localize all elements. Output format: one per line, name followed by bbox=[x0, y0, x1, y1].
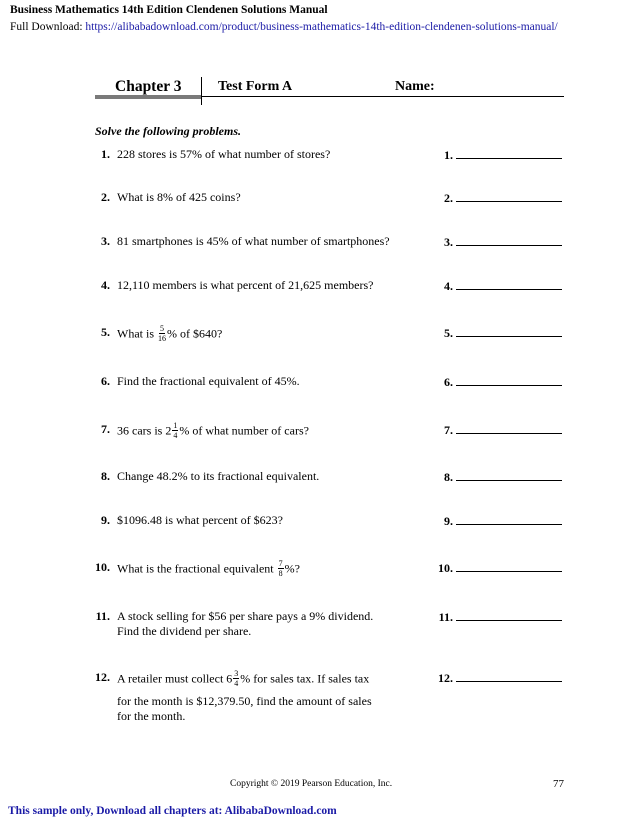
answer-blank[interactable] bbox=[420, 560, 562, 576]
chapter-underline-bar bbox=[95, 95, 202, 99]
problem-number: 9. bbox=[101, 513, 110, 527]
answer-blank[interactable] bbox=[420, 278, 562, 294]
answer-number: 1. bbox=[444, 148, 453, 162]
download-link[interactable]: https://alibabadownload.com/product/business-mathematics-14th-edition-clendenen-solutions-manual/ bbox=[85, 21, 558, 33]
download-line bbox=[10, 21, 558, 33]
problem-text: Change 48.2% to its fractional equivalent. bbox=[117, 469, 320, 483]
answer-number: 7. bbox=[444, 423, 453, 437]
problem-number: 3. bbox=[101, 234, 110, 248]
document-header-title: Business Mathematics 14th Edition Clendenen Solutions Manual bbox=[10, 4, 328, 16]
answer-number: 8. bbox=[444, 470, 453, 484]
answer-blank[interactable] bbox=[420, 234, 562, 250]
bottom-download-banner[interactable]: This sample only, Download all chapters at: AlibabaDownload.com bbox=[8, 805, 337, 817]
test-form-label: Test Form A bbox=[218, 79, 293, 94]
problem-text: Find the fractional equivalent of 45%. bbox=[117, 374, 300, 388]
problem-text: 228 stores is 57% of what number of stores? bbox=[117, 147, 331, 161]
answer-blank[interactable] bbox=[420, 147, 562, 163]
answer-blank[interactable] bbox=[420, 670, 562, 686]
problem-number: 5. bbox=[101, 325, 110, 339]
problem-text: 36 cars is 2 $\frac{1}{4}$ % of what number of cars? bbox=[117, 421, 309, 440]
problem-number: 4. bbox=[101, 278, 110, 292]
problem-number: 1. bbox=[101, 147, 110, 161]
copyright-footer: Copyright © 2019 Pearson Education, Inc. bbox=[230, 779, 393, 789]
answer-number: 3. bbox=[444, 235, 453, 249]
problem-text: 81 smartphones is 45% of what number of smartphones? bbox=[117, 234, 390, 248]
chapter-divider bbox=[201, 77, 202, 105]
answer-blank[interactable] bbox=[420, 325, 562, 341]
problem-text: What is $\frac{5}{16}$ % of $640? bbox=[117, 324, 223, 343]
problem-text: $1096.48 is what percent of $623? bbox=[117, 513, 283, 527]
problem-text: A stock selling for $56 per share pays a 9% dividend. Find the dividend per share. bbox=[117, 609, 374, 638]
fraction: $\frac{1}{4}$ bbox=[173, 421, 178, 440]
answer-blank[interactable] bbox=[420, 190, 562, 206]
chapter-label: Chapter 3 bbox=[115, 78, 182, 95]
answer-number: 5. bbox=[444, 326, 453, 340]
fraction: $\frac{7}{8}$ bbox=[278, 559, 283, 578]
answer-number: 10. bbox=[438, 561, 453, 575]
answer-number: 2. bbox=[444, 191, 453, 205]
problem-text: A retailer must collect 6 $\frac{3}{4}$ % for sales tax. If sales tax for the month is $12,379.50, find the amount of sales for the month. bbox=[117, 669, 372, 723]
problem-number: 2. bbox=[101, 190, 110, 204]
answer-blank[interactable] bbox=[420, 469, 562, 485]
problem-number: 11. bbox=[95, 609, 110, 623]
download-label: Full Download: bbox=[10, 21, 83, 33]
answer-number: 9. bbox=[444, 514, 453, 528]
answer-number: 4. bbox=[444, 279, 453, 293]
answer-blank[interactable] bbox=[420, 513, 562, 529]
problem-text: 12,110 members is what percent of 21,625 members? bbox=[117, 278, 374, 292]
fraction: $\frac{5}{16}$ bbox=[158, 324, 166, 343]
problem-text: What is 8% of 425 coins? bbox=[117, 190, 241, 204]
problem-number: 8. bbox=[101, 469, 110, 483]
page-number: 77 bbox=[553, 778, 564, 790]
answer-blank[interactable] bbox=[420, 609, 562, 625]
problem-number: 7. bbox=[101, 422, 110, 436]
answer-number: 12. bbox=[438, 671, 453, 685]
fraction: $\frac{3}{4}$ bbox=[234, 669, 239, 688]
answer-blank[interactable] bbox=[420, 374, 562, 390]
instructions: Solve the following problems. bbox=[95, 124, 242, 138]
answer-number: 11. bbox=[438, 610, 453, 624]
name-label: Name: bbox=[395, 79, 435, 94]
name-line bbox=[202, 96, 564, 97]
problem-number: 10. bbox=[95, 560, 110, 574]
problem-text: What is the fractional equivalent $\frac{7}{8}$ %? bbox=[117, 559, 300, 578]
answer-number: 6. bbox=[444, 375, 453, 389]
answer-blank[interactable] bbox=[420, 422, 562, 438]
problem-number: 12. bbox=[95, 670, 110, 684]
problem-number: 6. bbox=[101, 374, 110, 388]
